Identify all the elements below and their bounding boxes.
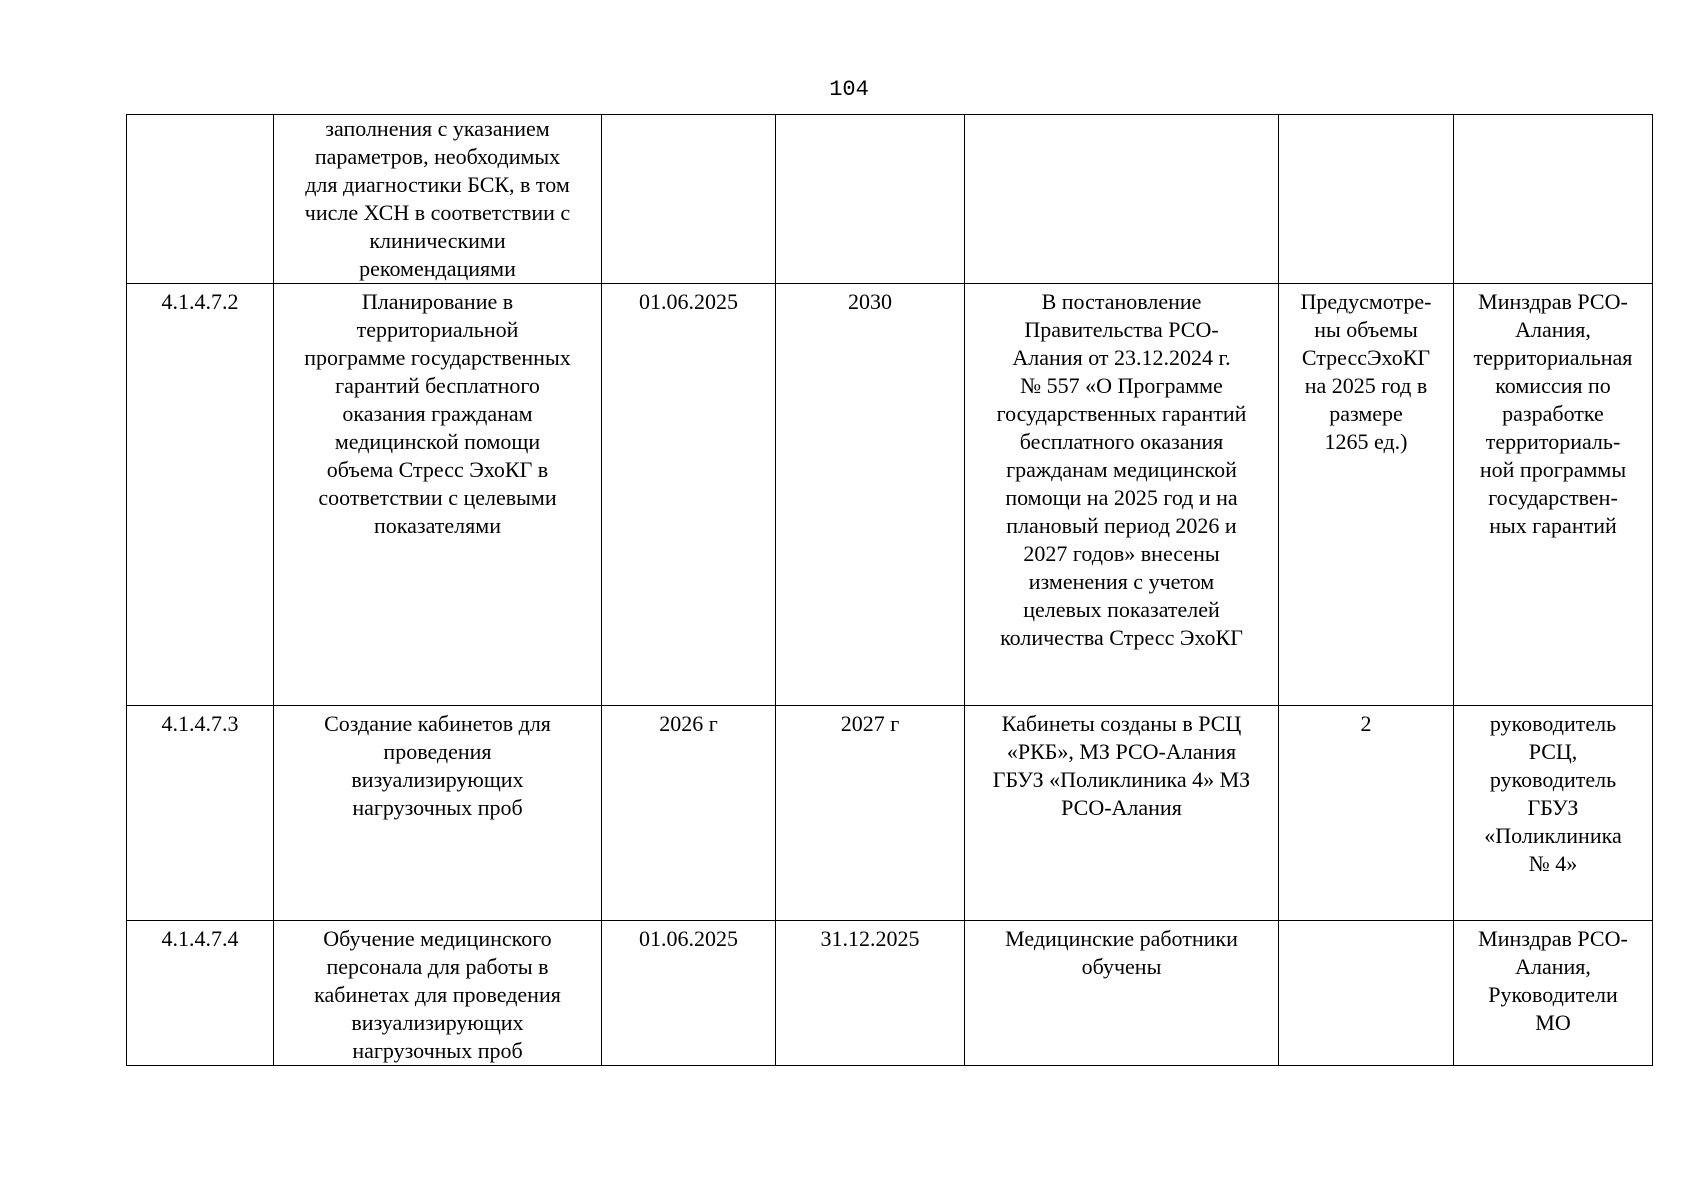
table-row: [127, 284, 1653, 706]
measure-task-cell: Создание кабинетов для проведения визуализирующих нагрузочных проб: [274, 706, 602, 921]
start-date-cell: [602, 115, 776, 284]
measure-task-cell: Планирование в территориальной программе государственных гарантий бесплатного оказания гражданам медицинской помощи объема Стресс ЭхоКГ в соответствии с целевыми показателями: [274, 284, 602, 706]
measure-number-cell: 4.1.4.7.3: [127, 706, 274, 921]
measure-number-cell: 4.1.4.7.2: [127, 284, 274, 706]
measure-task-cell: Обучение медицинского персонала для работы в кабинетах для проведения визуализирующих нагрузочных проб: [274, 921, 602, 1066]
indicator-cell: [1279, 115, 1454, 284]
indicator-cell: 2: [1279, 706, 1454, 921]
measure-task-cell: заполнения с указанием параметров, необходимых для диагностики БСК, в том числе ХСН в соответствии с клиническими рекомендациями: [274, 115, 602, 284]
responsible-cell: Минздрав РСО- Алания, Руководители МО: [1454, 921, 1653, 1066]
indicator-cell: [1279, 921, 1454, 1066]
measure-number-cell: [127, 115, 274, 284]
table-row: [127, 921, 1653, 1066]
result-cell: [965, 115, 1279, 284]
responsible-cell: [1454, 115, 1653, 284]
table-row: [127, 115, 1653, 284]
start-date-cell: 2026 г: [602, 706, 776, 921]
measure-number-cell: 4.1.4.7.4: [127, 921, 274, 1066]
measures-table: [126, 114, 1653, 1066]
indicator-cell: Предусмотре- ны объемы СтрессЭхоКГ на 2025 год в размере 1265 ед.): [1279, 284, 1454, 706]
start-date-cell: 01.06.2025: [602, 284, 776, 706]
result-cell: В постановление Правительства РСО- Алания от 23.12.2024 г. № 557 «О Программе государственных гарантий бесплатного оказания гражданам медицинской помощи на 2025 год и на плановый период 2026 и 2027 годов» внесены изменения с учетом целевых показателей количества Стресс ЭхоКГ: [965, 284, 1279, 706]
end-date-cell: 2027 г: [776, 706, 965, 921]
responsible-cell: руководитель РСЦ, руководитель ГБУЗ «Поликлиника № 4»: [1454, 706, 1653, 921]
page-number: 104: [829, 77, 869, 102]
end-date-cell: [776, 115, 965, 284]
table-row: [127, 706, 1653, 921]
end-date-cell: 2030: [776, 284, 965, 706]
start-date-cell: 01.06.2025: [602, 921, 776, 1066]
responsible-cell: Минздрав РСО- Алания, территориальная комиссия по разработке территориаль- ной программы государствен- ных гарантий: [1454, 284, 1653, 706]
end-date-cell: 31.12.2025: [776, 921, 965, 1066]
result-cell: Кабинеты созданы в РСЦ «РКБ», МЗ РСО-Алания ГБУЗ «Поликлиника 4» МЗ РСО-Алания: [965, 706, 1279, 921]
result-cell: Медицинские работники обучены: [965, 921, 1279, 1066]
